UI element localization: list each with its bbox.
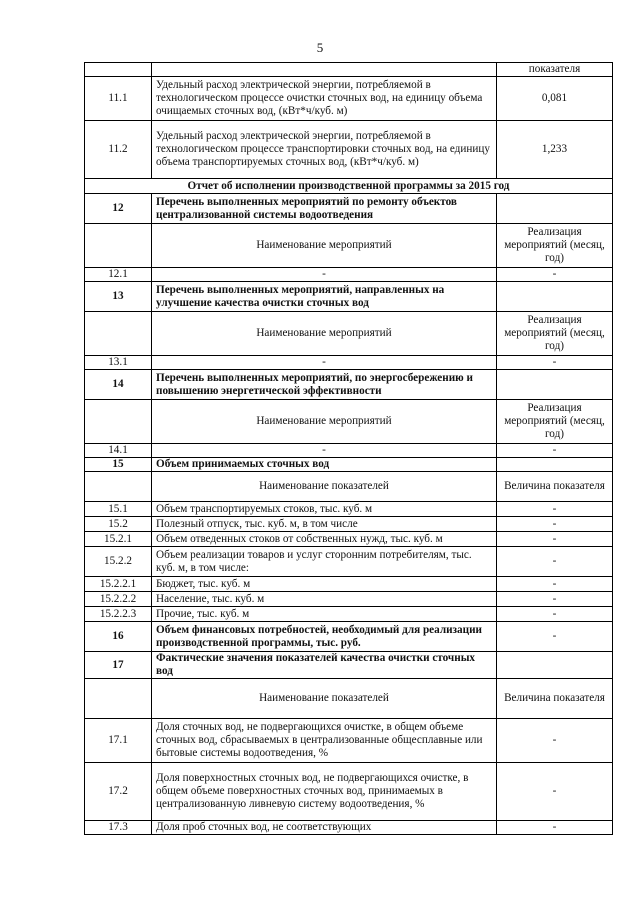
row-number: 17.3 <box>85 821 152 835</box>
row-name: Фактические значения показателей качества очистки сточных вод <box>152 652 497 679</box>
table-row <box>85 547 613 577</box>
row-name: - <box>152 268 497 282</box>
row-value: - <box>497 532 613 547</box>
row-name: Объем отведенных стоков от собственных нужд, тыс. куб. м <box>152 532 497 547</box>
row-name: - <box>152 444 497 458</box>
row-number <box>85 400 152 444</box>
row-value: - <box>497 719 613 763</box>
row-value: - <box>497 622 613 652</box>
row-value: Реализация мероприятий (месяц, год) <box>497 400 613 444</box>
row-name: Перечень выполненных мероприятий, по энергосбережению и повышению энергетической эффективности <box>152 370 497 400</box>
row-value: - <box>497 592 613 607</box>
row-name: Наименование показателей <box>152 472 497 502</box>
row-name: Доля проб сточных вод, не соответствующих <box>152 821 497 835</box>
row-value: - <box>497 502 613 517</box>
row-value: - <box>497 517 613 532</box>
row-name: Наименование мероприятий <box>152 400 497 444</box>
row-number: 15.1 <box>85 502 152 517</box>
row-number <box>85 472 152 502</box>
row-name: Наименование мероприятий <box>152 224 497 268</box>
row-name: Удельный расход электрической энергии, потребляемой в технологическом процессе очистки сточных вод, на единицу объема очищаемых сточных вод, (кВт*ч/куб. м) <box>152 77 497 121</box>
row-value: - <box>497 547 613 577</box>
row-value <box>497 194 613 224</box>
table-row <box>85 821 613 835</box>
row-name: Доля сточных вод, не подвергающихся очистке, в общем объеме сточных вод, сбрасываемых в централизованные общесплавные или бытовые системы водоотведения, % <box>152 719 497 763</box>
row-name: Прочие, тыс. куб. м <box>152 607 497 622</box>
row-name: Наименование показателей <box>152 679 497 719</box>
row-name: Перечень выполненных мероприятий по ремонту объектов централизованной системы водоотведения <box>152 194 497 224</box>
row-value: - <box>497 268 613 282</box>
row-value: - <box>497 607 613 622</box>
table-row <box>85 517 613 532</box>
row-number: 12.1 <box>85 268 152 282</box>
row-name <box>152 63 497 77</box>
page-number: 5 <box>316 40 324 55</box>
row-number: 13 <box>85 282 152 312</box>
table-row <box>85 577 613 592</box>
row-number: 15.2.2.2 <box>85 592 152 607</box>
row-value <box>497 458 613 472</box>
section-title: Отчет об исполнении производственной программы за 2015 год <box>85 179 613 194</box>
table-row <box>85 77 613 121</box>
row-name: - <box>152 356 497 370</box>
row-number: 11.2 <box>85 121 152 179</box>
table-row <box>85 472 613 502</box>
table-row <box>85 502 613 517</box>
row-name: Объем финансовых потребностей, необходимый для реализации производственной программы, тыс. руб. <box>152 622 497 652</box>
table-row <box>85 179 613 194</box>
table-row <box>85 719 613 763</box>
row-value: 0,081 <box>497 77 613 121</box>
table-row <box>85 356 613 370</box>
row-value: - <box>497 444 613 458</box>
row-number: 15.2.2 <box>85 547 152 577</box>
row-value: 1,233 <box>497 121 613 179</box>
row-number: 17 <box>85 652 152 679</box>
table-row <box>85 444 613 458</box>
row-value: показателя <box>497 63 613 77</box>
row-value: Реализация мероприятий (месяц, год) <box>497 312 613 356</box>
table-row <box>85 652 613 679</box>
row-number: 15.2.2.3 <box>85 607 152 622</box>
table-row <box>85 400 613 444</box>
table-row <box>85 121 613 179</box>
row-name: Объем принимаемых сточных вод <box>152 458 497 472</box>
row-value: Величина показателя <box>497 679 613 719</box>
row-name: Полезный отпуск, тыс. куб. м, в том числе <box>152 517 497 532</box>
row-name: Доля поверхностных сточных вод, не подвергающихся очистке, в общем объеме поверхностных сточных вод, принимаемых в централизованную ливневую систему водоотведения, % <box>152 763 497 821</box>
row-value: - <box>497 821 613 835</box>
table-row <box>85 370 613 400</box>
row-number: 16 <box>85 622 152 652</box>
table-row <box>85 282 613 312</box>
row-value: - <box>497 763 613 821</box>
row-name: Наименование мероприятий <box>152 312 497 356</box>
row-name: Перечень выполненных мероприятий, направленных на улучшение качества очистки сточных вод <box>152 282 497 312</box>
table-row <box>85 679 613 719</box>
table-row <box>85 312 613 356</box>
row-number: 17.1 <box>85 719 152 763</box>
table-row <box>85 622 613 652</box>
row-value <box>497 282 613 312</box>
report-table <box>84 62 613 835</box>
row-name: Объем реализации товаров и услуг сторонним потребителям, тыс. куб. м, в том числе: <box>152 547 497 577</box>
row-value: - <box>497 577 613 592</box>
row-number <box>85 679 152 719</box>
row-value: Реализация мероприятий (месяц, год) <box>497 224 613 268</box>
row-value: Величина показателя <box>497 472 613 502</box>
table-row <box>85 268 613 282</box>
row-name: Бюджет, тыс. куб. м <box>152 577 497 592</box>
row-value: - <box>497 356 613 370</box>
table-row <box>85 592 613 607</box>
table-row <box>85 532 613 547</box>
table-row <box>85 458 613 472</box>
table-row <box>85 194 613 224</box>
row-number: 17.2 <box>85 763 152 821</box>
row-value <box>497 652 613 679</box>
row-name: Население, тыс. куб. м <box>152 592 497 607</box>
row-value <box>497 370 613 400</box>
row-number: 11.1 <box>85 77 152 121</box>
table-row <box>85 607 613 622</box>
table-row <box>85 63 613 77</box>
row-number <box>85 312 152 356</box>
row-name: Объем транспортируемых стоков, тыс. куб. м <box>152 502 497 517</box>
row-number <box>85 224 152 268</box>
row-name: Удельный расход электрической энергии, потребляемой в технологическом процессе транспортировки сточных вод, на единицу объема транспортируемых сточных вод, (кВт*ч/куб. м) <box>152 121 497 179</box>
table-row <box>85 224 613 268</box>
row-number: 13.1 <box>85 356 152 370</box>
row-number: 14.1 <box>85 444 152 458</box>
table-row <box>85 763 613 821</box>
row-number: 15.2.1 <box>85 532 152 547</box>
row-number: 15.2.2.1 <box>85 577 152 592</box>
row-number: 15.2 <box>85 517 152 532</box>
row-number: 12 <box>85 194 152 224</box>
report-table-body <box>85 63 613 835</box>
row-number <box>85 63 152 77</box>
row-number: 14 <box>85 370 152 400</box>
row-number: 15 <box>85 458 152 472</box>
